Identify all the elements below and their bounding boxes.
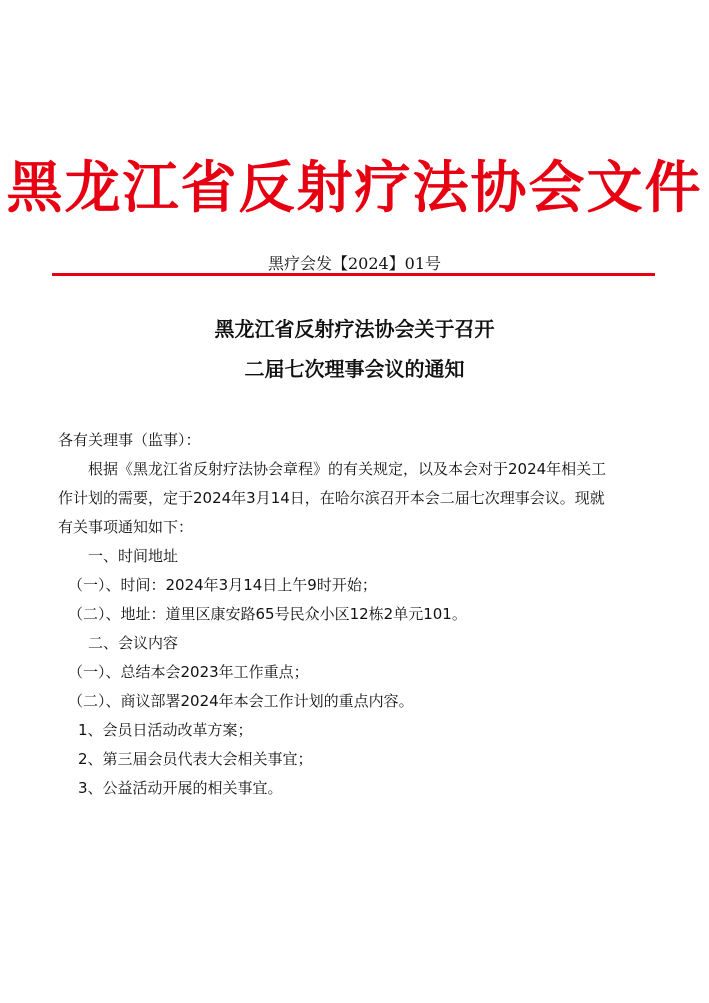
- salutation: 各有关理事（监事）：: [58, 431, 201, 449]
- paragraph-line: 作计划的需要，定于2024年3月14日，在哈尔滨召开本会二届七次理事会议。现就: [58, 489, 605, 507]
- numbered-item: 3、公益活动开展的相关事宜。: [78, 779, 283, 797]
- notice-title-line-2: 二届七次理事会议的通知: [244, 357, 465, 381]
- notice-body: [58, 426, 658, 803]
- list-item-time: （一）、时间：2024年3月14日上午9时开始；: [68, 576, 377, 594]
- section-heading-time-location: 一、时间地址: [88, 547, 179, 565]
- paragraph-line: 根据《黑龙江省反射疗法协会章程》的有关规定，以及本会对于2024年相关工: [88, 460, 607, 478]
- list-item: （一）、总结本会2023年工作重点；: [68, 663, 309, 681]
- list-item: （二）、商议部署2024年本会工作计划的重点内容。: [68, 692, 414, 710]
- header-divider: [52, 273, 655, 276]
- document-header-title: 黑龙江省反射疗法协会文件: [6, 155, 703, 221]
- list-item-address: （二）、地址：道里区康安路65号民众小区12栋2单元101。: [68, 605, 467, 623]
- section-heading-meeting-content: 二、会议内容: [88, 634, 179, 652]
- paragraph-line: 有关事项通知如下：: [58, 518, 194, 536]
- numbered-item: 1、会员日活动改革方案；: [78, 721, 253, 739]
- numbered-item: 2、第三届会员代表大会相关事宜；: [78, 750, 313, 768]
- notice-title-line-1: 黑龙江省反射疗法协会关于召开: [214, 317, 495, 341]
- document-number: 黑疗会发【2024】01号: [267, 254, 442, 273]
